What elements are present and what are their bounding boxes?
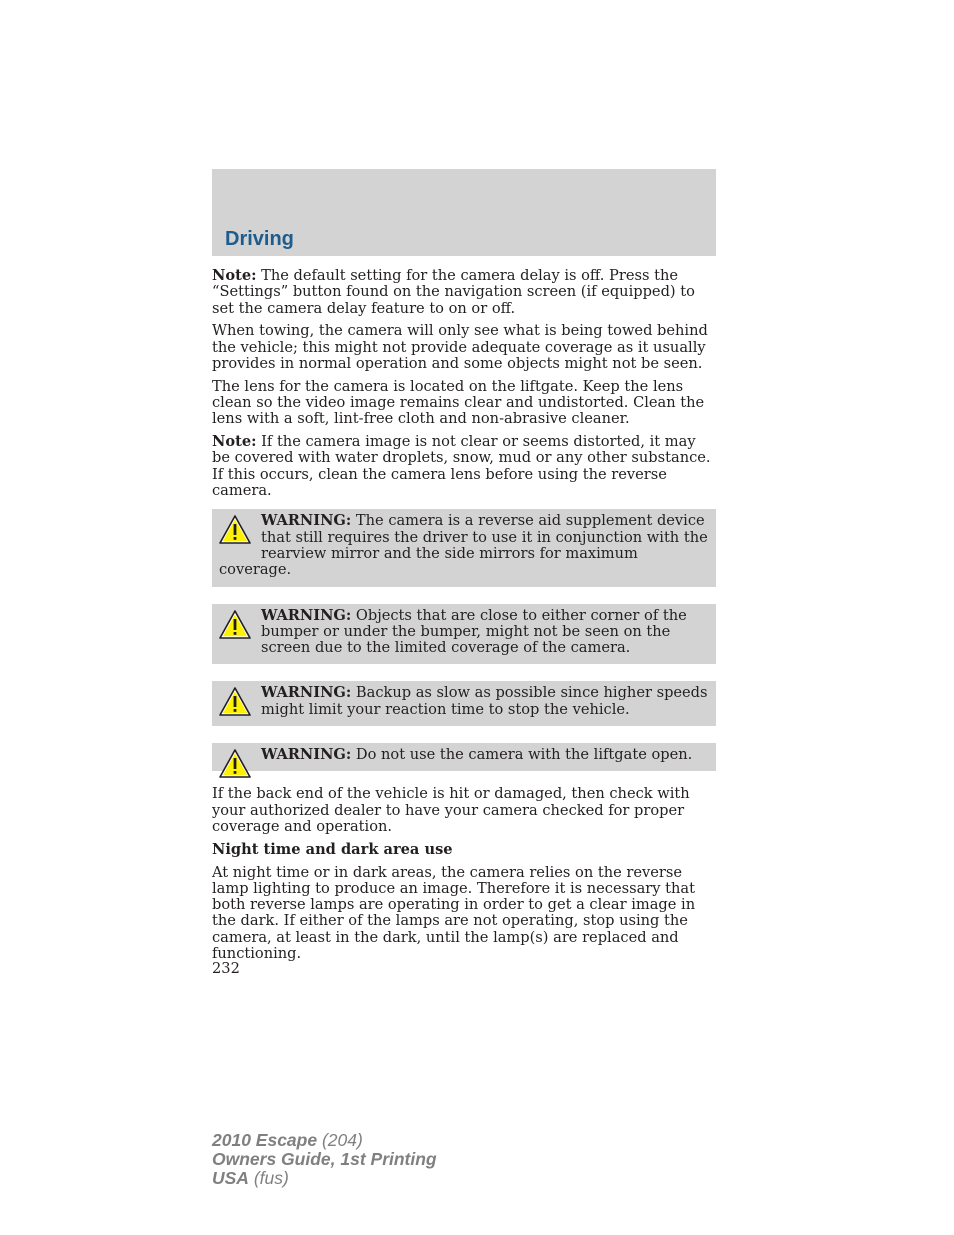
footer-model-code: (204) (317, 1130, 363, 1150)
subheading: Night time and dark area use (212, 840, 453, 858)
towing-paragraph: When towing, the camera will only see what is being towed behind the vehicle; this might not provide adequate coverage as it usually provides in normal operation and some objects might not be seen. (212, 322, 708, 372)
section-header (212, 169, 716, 256)
warning-text: Do not use the camera with the liftgate open. (351, 746, 693, 764)
document-footer (212, 1131, 437, 1188)
warning-triangle-icon (219, 748, 251, 780)
footer-market: USA (212, 1168, 249, 1188)
note-label: Note: (212, 267, 257, 284)
page-content (212, 268, 716, 969)
warning-label: WARNING: (261, 512, 352, 530)
warning-box (212, 681, 716, 726)
note-text: The default setting for the camera delay is off. Press the “Settings” button found on the navigation screen (if equipped) to set the camera delay feature to on or off. (212, 267, 695, 317)
night-paragraph: At night time or in dark areas, the camera relies on the reverse lamp lighting to produce an image. Therefore it is necessary that both reverse lamps are operating in order to get a clear image in the dark. If either of the lamps are not operating, stop using the camera, at least in the dark, until the lamp(s) are replaced and functioning. (212, 863, 696, 962)
warning-text: Backup as slow as possible since higher speeds might limit your reaction time to stop the vehicle. (261, 684, 708, 718)
lens-paragraph: The lens for the camera is located on the liftgate. Keep the lens clean so the video image remains clear and undistorted. Clean the lens with a soft, lint-free cloth and non-abrasive cleaner. (212, 377, 705, 428)
note-paragraph (212, 268, 716, 317)
warning-text: The camera is a reverse aid supplement device that still requires the driver to use it in conjunction with the rearview mirror and the side mirrors for maximum coverage. (219, 512, 708, 579)
warning-label: WARNING: (261, 606, 352, 624)
warning-triangle-icon (219, 686, 251, 718)
warning-box (212, 743, 716, 771)
warning-box (212, 604, 716, 665)
footer-market-code: (fus) (248, 1168, 289, 1188)
footer-line (212, 1131, 437, 1150)
warning-label: WARNING: (261, 684, 352, 702)
footer-line (212, 1169, 437, 1188)
warning-text: Objects that are close to either corner of the bumper or under the bumper, might not be seen on the screen due to the limited coverage of the camera. (261, 606, 687, 657)
page-number: 232 (212, 960, 240, 977)
warning-box (212, 509, 716, 586)
section-title: Driving (225, 228, 294, 250)
warning-triangle-icon (219, 609, 251, 641)
note-paragraph (212, 434, 716, 499)
damage-paragraph: If the back end of the vehicle is hit or damaged, then check with your authorized dealer to have your camera checked for proper coverage and operation. (212, 785, 690, 835)
warning-label: WARNING: (261, 746, 352, 764)
note-label: Note: (212, 433, 257, 451)
footer-model: 2010 Escape (212, 1130, 318, 1150)
note-text: If the camera image is not clear or seems distorted, it may be covered with water droplets, snow, mud or any other substance. If this occurs, clean the camera lens before using the reverse camera. (212, 433, 711, 500)
warning-triangle-icon (219, 514, 251, 546)
footer-printing: Owners Guide, 1st Printing (212, 1149, 437, 1169)
